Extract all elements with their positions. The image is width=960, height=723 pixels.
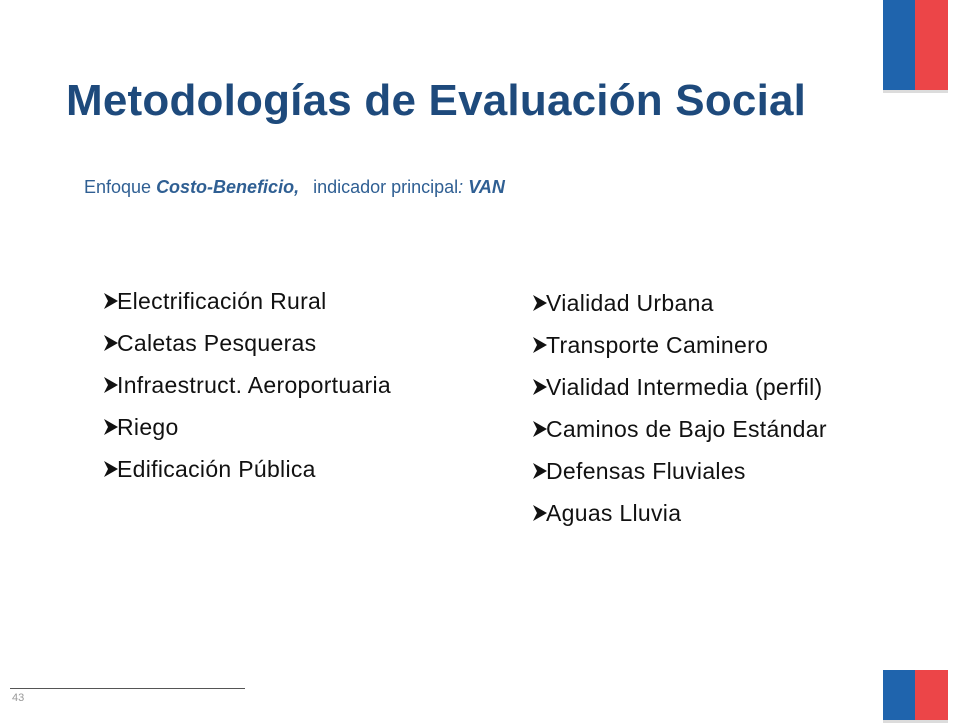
page-number: 43: [12, 692, 25, 704]
list-item: Infraestruct. Aeroportuaria: [103, 364, 391, 406]
flag-logo-top: [883, 0, 948, 90]
list-item: Transporte Caminero: [532, 324, 827, 366]
list-item: Caminos de Bajo Estándar: [532, 408, 827, 450]
flag-logo-bottom: [883, 670, 948, 720]
subtitle-colon: :: [458, 177, 464, 197]
list-item: Edificación Pública: [103, 448, 391, 490]
list-item: Vialidad Intermedia (perfil): [532, 366, 827, 408]
list-item: Vialidad Urbana: [532, 282, 827, 324]
footer-divider: [10, 688, 245, 689]
slide-title: Metodologías de Evaluación Social: [66, 76, 807, 125]
flag-blue-stripe: [883, 670, 915, 720]
list-item: Riego: [103, 406, 391, 448]
left-bullet-list: [103, 280, 391, 490]
subtitle-prefix: Enfoque: [84, 177, 157, 197]
list-item: Caletas Pesqueras: [103, 322, 391, 364]
subtitle-indicator-label: indicador principal: [313, 177, 459, 197]
right-bullet-list: [532, 282, 827, 534]
subtitle-approach: Costo-Beneficio,: [156, 177, 300, 197]
subtitle-indicator: VAN: [468, 177, 505, 197]
list-item: Aguas Lluvia: [532, 492, 827, 534]
list-item: Defensas Fluviales: [532, 450, 827, 492]
slide-subtitle: [84, 177, 505, 198]
flag-red-stripe: [915, 670, 948, 720]
flag-red-stripe: [915, 0, 948, 90]
flag-blue-stripe: [883, 0, 915, 90]
list-item: Electrificación Rural: [103, 280, 391, 322]
